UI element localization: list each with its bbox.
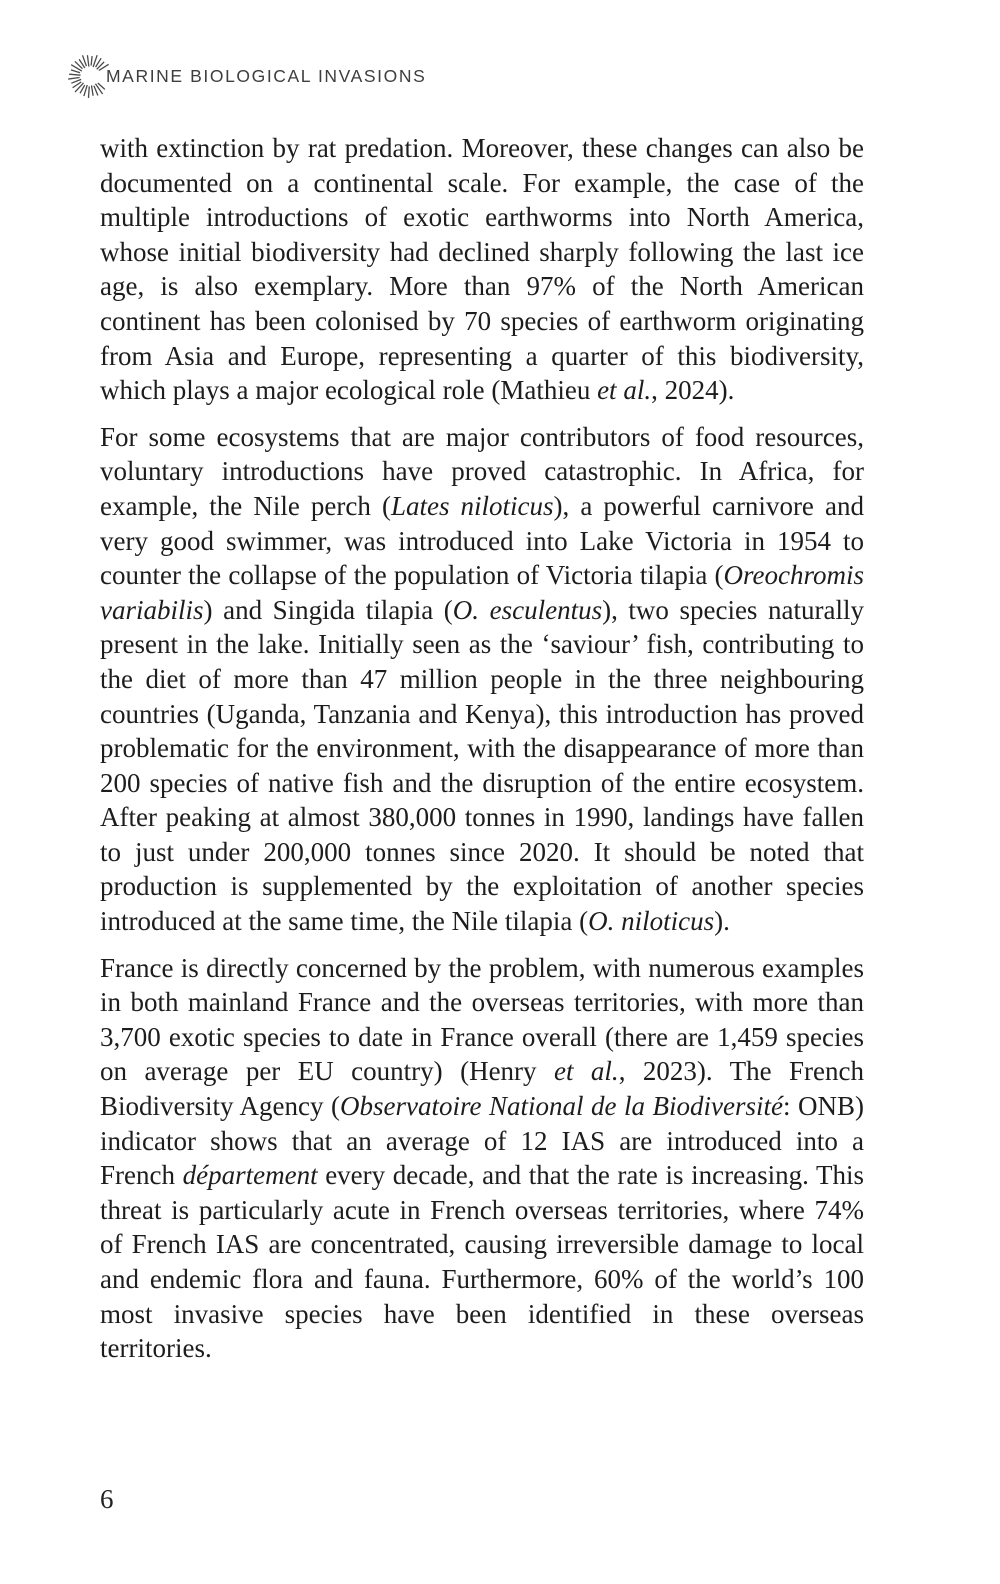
page-header (64, 48, 426, 104)
italic-text-run: O. esculentus (452, 594, 603, 625)
italic-text-run: et al. (554, 1056, 619, 1087)
italic-text-run: Lates niloticus (390, 490, 554, 521)
italic-text-run: et al. (597, 375, 652, 406)
italic-text-run: O. niloticus (588, 906, 715, 937)
italic-text-run: département (182, 1160, 318, 1191)
text-run: every decade, and that the rate is increasing. This threat is particularly acute in French overseas territories, where 74% of French IAS are concentrated, causing irreversible damage to local and endemic flora and fauna. Furthermore, 60% of the world’s 100 most invasive species have been identified in these overseas territories. (100, 1160, 864, 1364)
body-text (100, 131, 864, 1378)
text-run: ), two species naturally present in the lake. Initially seen as the ‘saviour’ fish, contributing to the diet of more than 47 million people in the three neighbouring countries (Uganda, Tanzania and Kenya), this introduction has proved problematic for the environment, with the disappearance of more than 200 species of native fish and the disruption of the entire ecosystem. After peaking at almost 380,000 tonnes in 1990, landings have fallen to just under 200,000 tonnes since 2020. It should be noted that production is supplemented by the exploitation of another species introduced at the same time, the Nile tilapia ( (100, 594, 864, 937)
text-run: with extinction by rat predation. Moreover, these changes can also be documented on a continental scale. For example, the case of the multiple introductions of exotic earthworms into North America, whose initial biodiversity had declined sharply following the last ice age, is also exemplary. More than 97% of the North American continent has been colonised by 70 species of earthworm originating from Asia and Europe, representing a quarter of this biodiversity, which plays a major ecological role (Mathieu (100, 133, 864, 406)
text-run: ), a powerful carnivore and very good swimmer, was introduced into Lake Victoria in 1954 to counter the collapse of the population of Victoria tilapia ( (100, 490, 864, 591)
text-run: ). (714, 906, 730, 937)
paragraph (100, 420, 864, 939)
text-run: , 2023). The French Biodiversity Agency ( (100, 1056, 864, 1122)
text-run: : ONB) indicator shows that an average of 12 IAS are introduced into a French (100, 1091, 865, 1191)
text-run: For some ecosystems that are major contributors of food resources, voluntary introductions have proved catastrophic. In Africa, for example, the Nile perch ( (100, 421, 864, 521)
italic-text-run: Oreochromis variabilis (100, 560, 864, 625)
paragraph (100, 131, 864, 408)
journal-title: MARINE BIOLOGICAL INVASIONS (106, 65, 427, 86)
text-run: ) and Singida tilapia ( (203, 594, 453, 625)
page-number: 6 (100, 1484, 114, 1514)
text-run: France is directly concerned by the problem, with numerous examples in both mainland France and the overseas territories, with more than 3,700 exotic species to date in France overall (there are 1,459 species on average per EU country) (Henry (100, 952, 864, 1087)
paragraph (100, 951, 864, 1366)
italic-text-run: Observatoire National de la Biodiversité (340, 1091, 783, 1122)
text-run: , 2024). (651, 375, 735, 406)
